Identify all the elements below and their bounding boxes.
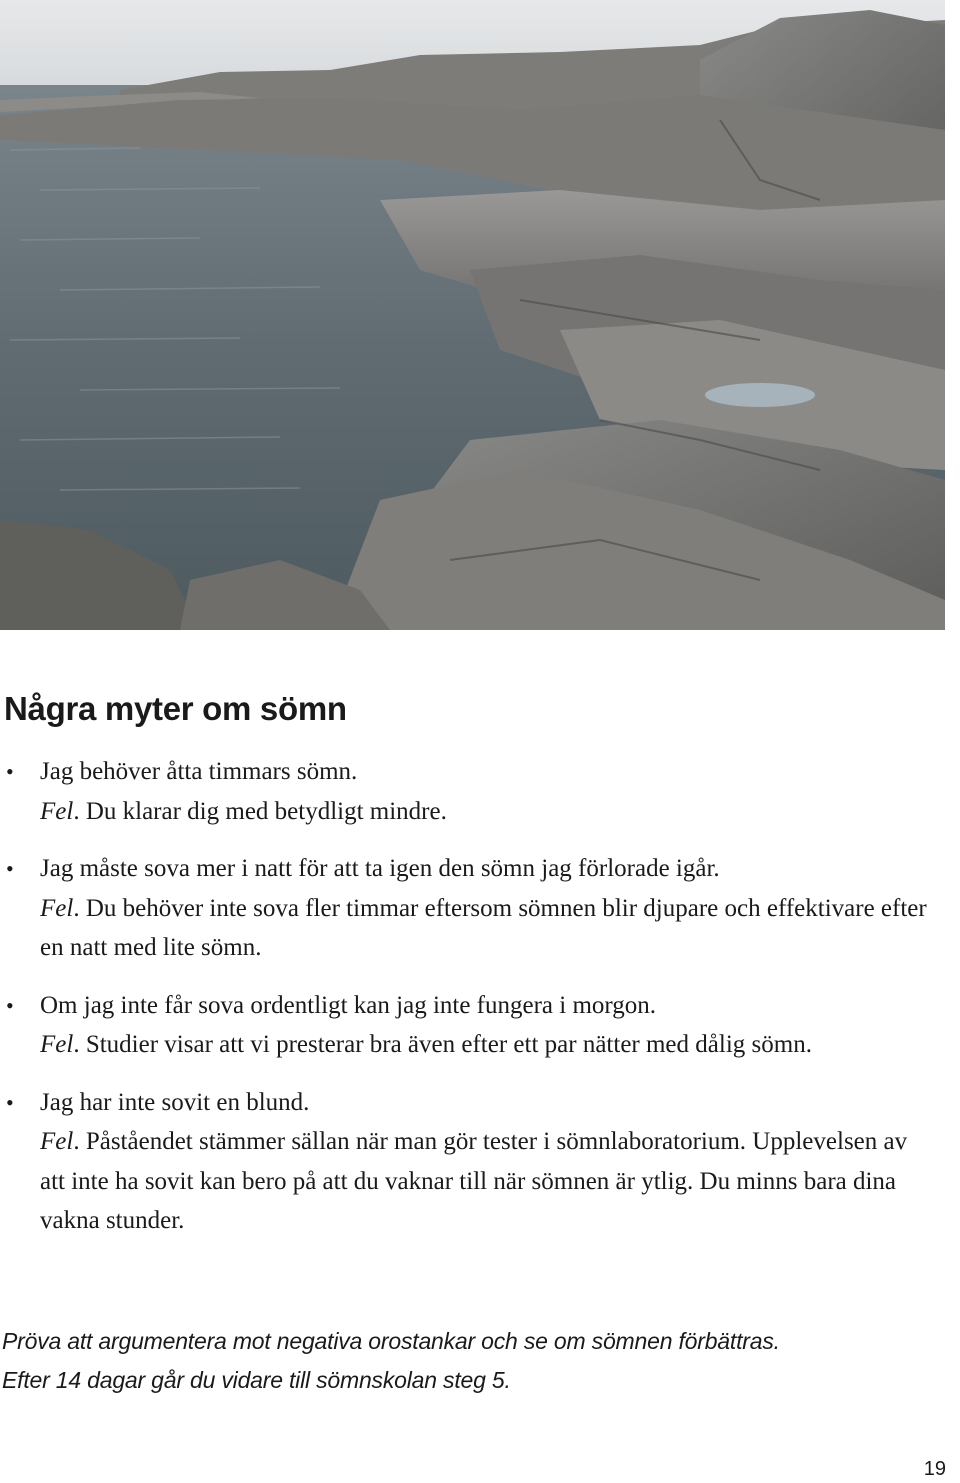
photo-illustration <box>0 0 945 630</box>
bullet-icon: • <box>6 1089 14 1115</box>
myth-rebuttal <box>40 1122 930 1241</box>
footer-line-1: Pröva att argumentera mot negativa orostankar och se om sömnen förbättras. <box>2 1328 780 1354</box>
list-item <box>0 849 930 968</box>
fel-label: Fel <box>40 1031 74 1058</box>
fel-label: Fel <box>40 797 74 825</box>
list-item <box>0 752 930 831</box>
footer-note <box>2 1322 780 1400</box>
fel-label: Fel <box>40 1128 74 1155</box>
myth-claim: Jag har inte sovit en blund. <box>40 1088 310 1116</box>
list-item <box>0 986 930 1065</box>
myth-rebuttal <box>40 1025 930 1065</box>
rebuttal-text: . Du behöver inte sova fler timmar eftersom sömnen blir djupare och effektivare efter en natt med lite sömn. <box>40 894 927 961</box>
bullet-icon: • <box>6 856 14 881</box>
rebuttal-text: . Påståendet stämmer sällan när man gör tester i sömnlaboratorium. Upplevelsen av att inte ha sovit kan bero på att du vaknar till när sömnen är ytlig. Du minns bara dina vakna stunder. <box>40 1128 908 1234</box>
page-number: 19 <box>923 1458 946 1480</box>
footer-line-2: Efter 14 dagar går du vidare till sömnskolan steg 5. <box>2 1367 511 1393</box>
list-item <box>0 1083 930 1241</box>
myth-claim: Jag behöver åtta timmars sömn. <box>40 758 358 785</box>
rebuttal-text: . Studier visar att vi presterar bra även efter ett par nätter med dålig sömn. <box>73 1031 812 1058</box>
myth-rebuttal <box>40 889 930 968</box>
coastal-rocks-photo <box>0 0 945 630</box>
rebuttal-text: . Du klarar dig med betydligt mindre. <box>73 797 447 825</box>
bullet-icon: • <box>6 759 14 784</box>
myth-claim: Om jag inte får sova ordentligt kan jag inte fungera i morgon. <box>40 991 657 1019</box>
myths-list <box>0 752 930 1259</box>
myth-claim: Jag måste sova mer i natt för att ta igen den sömn jag förlorade igår. <box>40 855 720 882</box>
fel-label: Fel <box>40 894 74 922</box>
myth-rebuttal <box>40 792 930 832</box>
bullet-icon: • <box>6 992 14 1018</box>
page-title: Några myter om sömn <box>4 690 347 727</box>
